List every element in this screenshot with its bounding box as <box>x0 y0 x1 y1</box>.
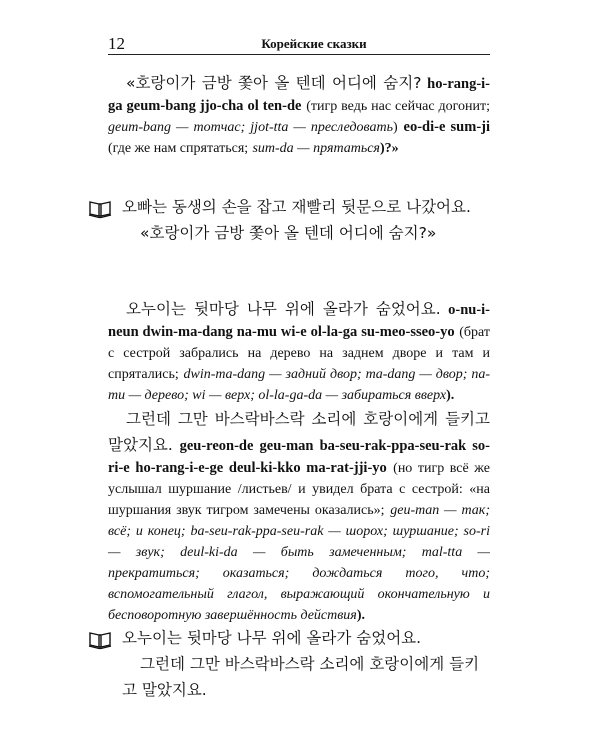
closing-punctuation: )?» <box>379 141 399 156</box>
gloss: dwin-ma-dang — задний двор; ma-dang — двор; na-mu — дерево; wi — верх; ol-la-ga-da — забираться вверх <box>108 367 490 403</box>
translation: (тигр ведь нас сейчас догонит; <box>306 99 490 114</box>
running-title: Корейские сказки <box>261 36 367 51</box>
reading-line: «호랑이가 금방 쫓아 올 텐데 어디에 숨지?» <box>140 224 437 242</box>
commentary-paragraph-2 <box>108 296 490 406</box>
reading-passage-2 <box>122 625 490 703</box>
reading-line: 오누이는 뒷마당 나무 위에 올라가 숨었어요. <box>122 629 422 647</box>
translation: (брат с сестрой забрались на дерево на заднем дворе и там и спрятались; <box>108 325 490 382</box>
translation: (но тигр всё же услышал шуршание /листьев/ и увидел брата с сестрой: «на шуршания звук тигром замечены оказались»; <box>108 461 490 518</box>
closing-punctuation: ). <box>446 388 455 403</box>
reading-line: 그런데 그만 바스락바스락 소리에 호랑이에게 들키고 말았지요. <box>122 655 480 699</box>
open-book-icon <box>88 199 112 219</box>
romanization: o-nu-i-neun dwin-ma-dang na-mu wi-e ol-la-ga su-meo-sseo-yo <box>108 302 491 340</box>
commentary-paragraph-1 <box>108 70 490 159</box>
running-header <box>108 34 490 55</box>
romanization: geu-reon-de geu-man ba-seu-rak-ppa-seu-rak so-ri-e ho-rang-i-e-ge deul-ki-kko ma-rat-jji-yo <box>108 438 490 476</box>
reading-line: 오빠는 동생의 손을 잡고 재빨리 뒷문으로 나갔어요. <box>122 198 471 216</box>
commentary-paragraph-3 <box>108 406 490 626</box>
korean-phrase: 오누이는 뒷마당 나무 위에 올라가 숨었어요. <box>126 300 441 318</box>
gloss: geu-man — так; всё; и конец; ba-seu-rak-ppa-seu-rak — шорох; шуршание; so-ri — звук; deul-ki-da — быть замеченным; mal-tta — прекратиться; оказаться; дождаться того, что; вспомогательный глагол, выражающий окончательную и бесповоротную завершённость действия <box>108 503 491 623</box>
gloss: sum-da — прятаться <box>252 141 380 156</box>
gloss: geum-bang — тотчас; jjot-tta — преследовать <box>108 120 394 135</box>
translation: (где же нам спрятаться; <box>108 141 249 156</box>
open-book-icon <box>88 630 112 650</box>
translation-close: ) <box>393 120 398 135</box>
reading-passage-1 <box>122 194 490 246</box>
korean-phrase: «호랑이가 금방 쫓아 올 텐데 어디에 숨지? <box>126 74 422 92</box>
closing-punctuation: ). <box>356 608 365 623</box>
romanization: eo-di-e sum-ji <box>403 119 491 135</box>
page-number: 12 <box>108 34 125 53</box>
korean-phrase: 그런데 그만 바스락바스락 소리에 호랑이에게 들키고 말았지요. <box>108 410 490 454</box>
romanization: ho-rang-i-ga geum-bang jjo-cha ol ten-de <box>108 76 491 114</box>
